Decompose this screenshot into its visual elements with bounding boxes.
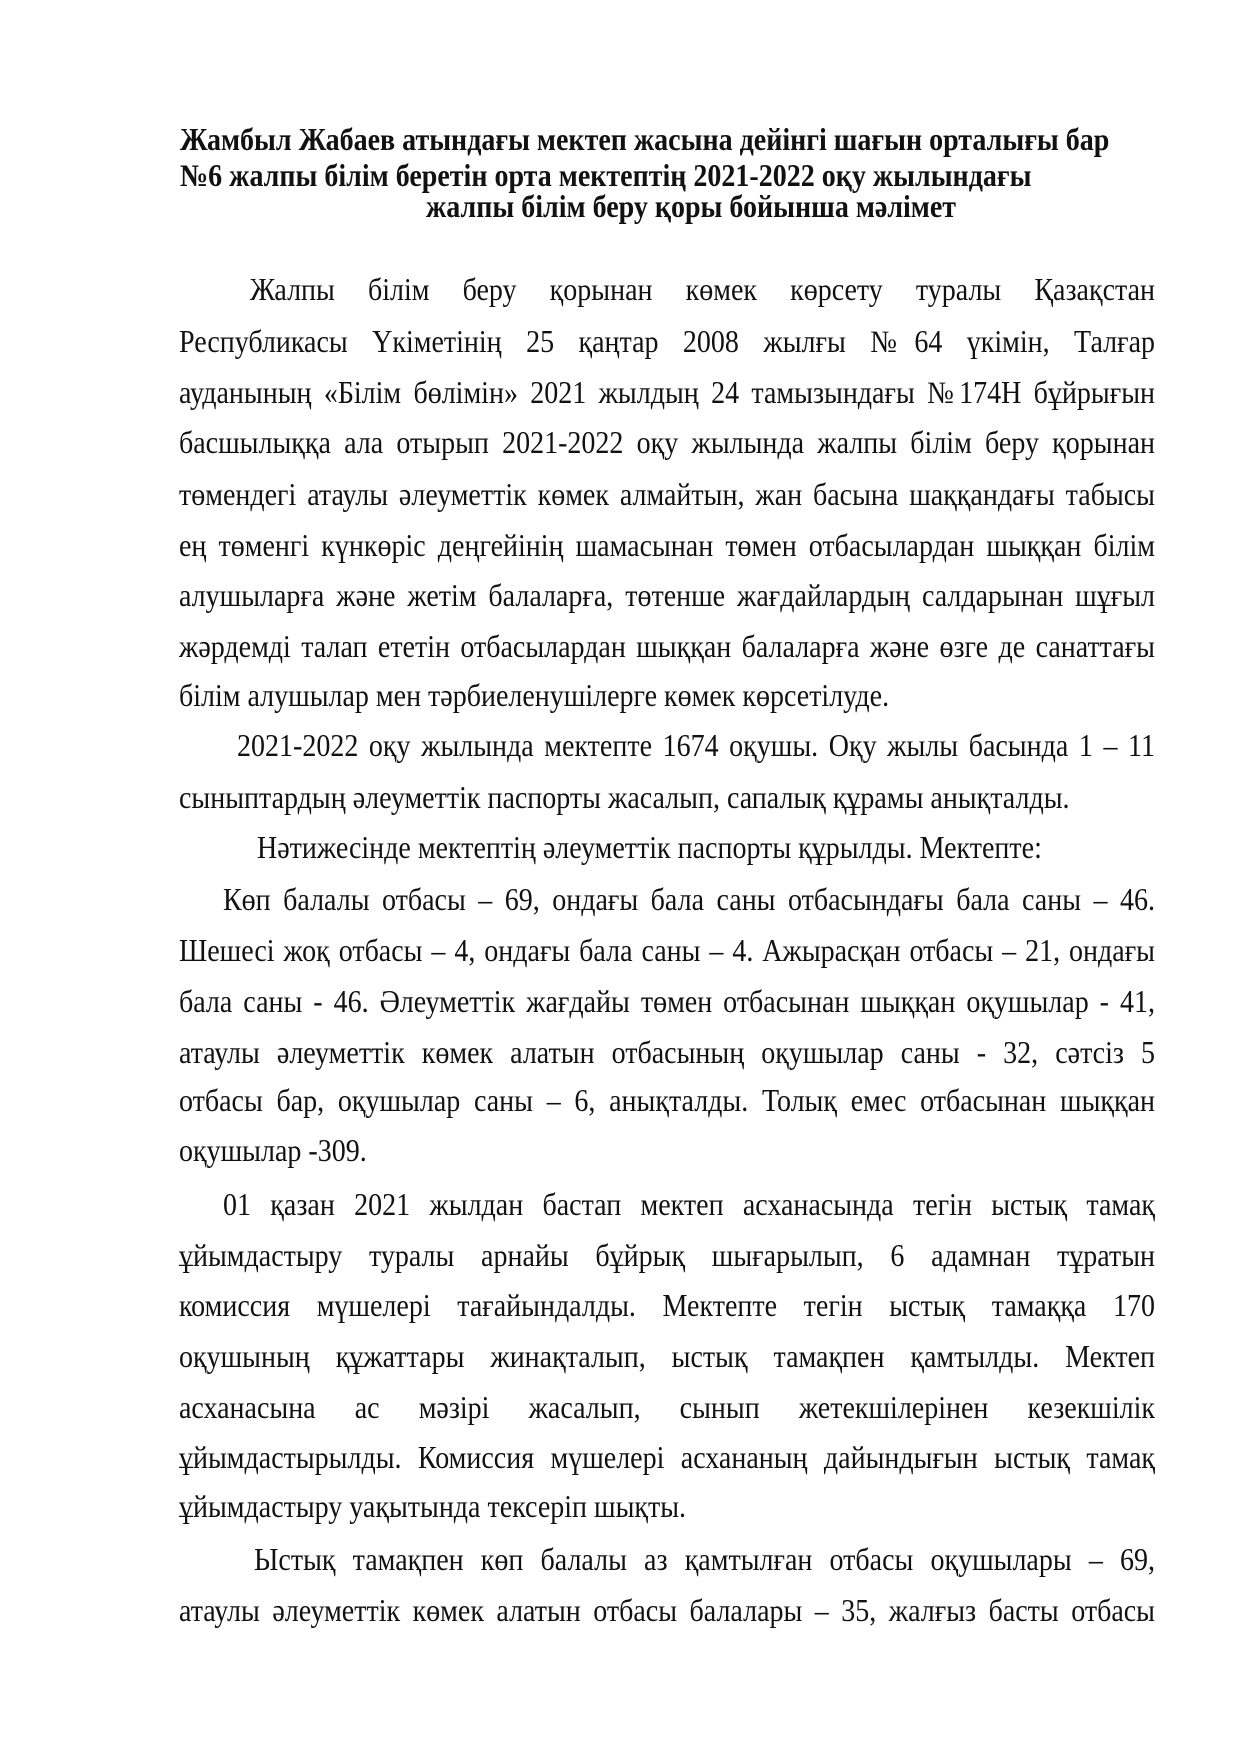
- paragraph-4-line: отбасы бар, оқушылар саны – 6, анықталды. Толық емес отбасынан шыққан: [179, 1084, 1155, 1119]
- title-line-1: Жамбыл Жабаев атындағы мектеп жасына дейінгі шағын орталығы бар: [180, 123, 1110, 158]
- paragraph-4-line: бала саны - 46. Әлеуметтік жағдайы төмен отбасынан шыққан оқушылар - 41,: [179, 985, 1155, 1020]
- paragraph-1-line: білім алушылар мен тәрбиеленушілерге көмек көрсетілуде.: [179, 679, 890, 714]
- paragraph-4-line: Көп балалы отбасы – 69, ондағы бала саны отбасындағы бала саны – 46.: [223, 883, 1155, 918]
- paragraph-1-line: Республикасы Үкіметінің 25 қаңтар 2008 жылғы №64 үкімін, Талғар: [179, 325, 1155, 360]
- paragraph-1-line: ең төменгі күнкөріс деңгейінің шамасынан төмен отбасылардан шыққан білім: [179, 529, 1155, 564]
- paragraph-1-line: басшылыққа ала отырып 2021-2022 оқу жылында жалпы білім беру қорынан: [179, 426, 1155, 461]
- paragraph-5-line: асханасына ас мәзірі жасалып, сынып жетекшілерінен кезекшілік: [179, 1391, 1155, 1426]
- paragraph-2-line: 2021-2022 оқу жылында мектепте 1674 оқушы. Оқу жылы басында 1 – 11: [237, 729, 1155, 764]
- paragraph-5-line: комиссия мүшелері тағайындалды. Мектепте тегін ыстық тамаққа 170: [179, 1289, 1155, 1324]
- paragraph-1-line: төмендегі атаулы әлеуметтік көмек алмайтын, жан басына шаққандағы табысы: [179, 478, 1155, 513]
- paragraph-4-line: атаулы әлеуметтік көмек алатын отбасының оқушылар саны - 32, сәтсіз 5: [179, 1036, 1155, 1071]
- paragraph-4-line: оқушылар -309.: [179, 1134, 367, 1169]
- title-line-2: №6 жалпы білім беретін орта мектептің 2021-2022 оқу жылындағы: [180, 159, 1032, 194]
- paragraph-2-line: сыныптардың әлеуметтік паспорты жасалып, сапалық құрамы анықталды.: [179, 781, 1070, 816]
- paragraph-6-line: Ыстық тамақпен көп балалы аз қамтылған отбасы оқушылары – 69,: [254, 1543, 1155, 1578]
- paragraph-1-line: Жалпы білім беру қорынан көмек көрсету туралы Қазақстан: [250, 273, 1155, 308]
- paragraph-5-line: ұйымдастыру туралы арнайы бұйрық шығарылып, 6 адамнан тұратын: [179, 1239, 1155, 1274]
- paragraph-5-line: 01 қазан 2021 жылдан бастап мектеп асханасында тегін ыстық тамақ: [223, 1188, 1155, 1223]
- paragraph-4-line: Шешесі жоқ отбасы – 4, ондағы бала саны – 4. Ажырасқан отбасы – 21, ондағы: [179, 934, 1155, 969]
- paragraph-5-line: оқушының құжаттары жинақталып, ыстық тамақпен қамтылды. Мектеп: [179, 1340, 1155, 1375]
- paragraph-6-line: атаулы әлеуметтік көмек алатын отбасы балалары – 35, жалғыз басты отбасы: [179, 1594, 1155, 1629]
- paragraph-1-line: жәрдемді талап ететін отбасылардан шыққан балаларға және өзге де санаттағы: [179, 630, 1155, 665]
- paragraph-1-line: ауданының «Білім бөлімін» 2021 жылдың 24 тамызындағы №174Н бұйрығын: [179, 376, 1155, 411]
- paragraph-5-line: ұйымдастыру уақытында тексеріп шықты.: [179, 1490, 687, 1525]
- paragraph-5-line: ұйымдастырылды. Комиссия мүшелері асхананың дайындығын ыстық тамақ: [179, 1441, 1155, 1476]
- paragraph-3-line: Нәтижесінде мектептің әлеуметтік паспорты құрылды. Мектепте:: [257, 831, 1042, 866]
- title-line-3: жалпы білім беру қоры бойынша мәлімет: [426, 190, 957, 225]
- paragraph-1-line: алушыларға және жетім балаларға, төтенше жағдайлардың салдарынан шұғыл: [179, 579, 1155, 614]
